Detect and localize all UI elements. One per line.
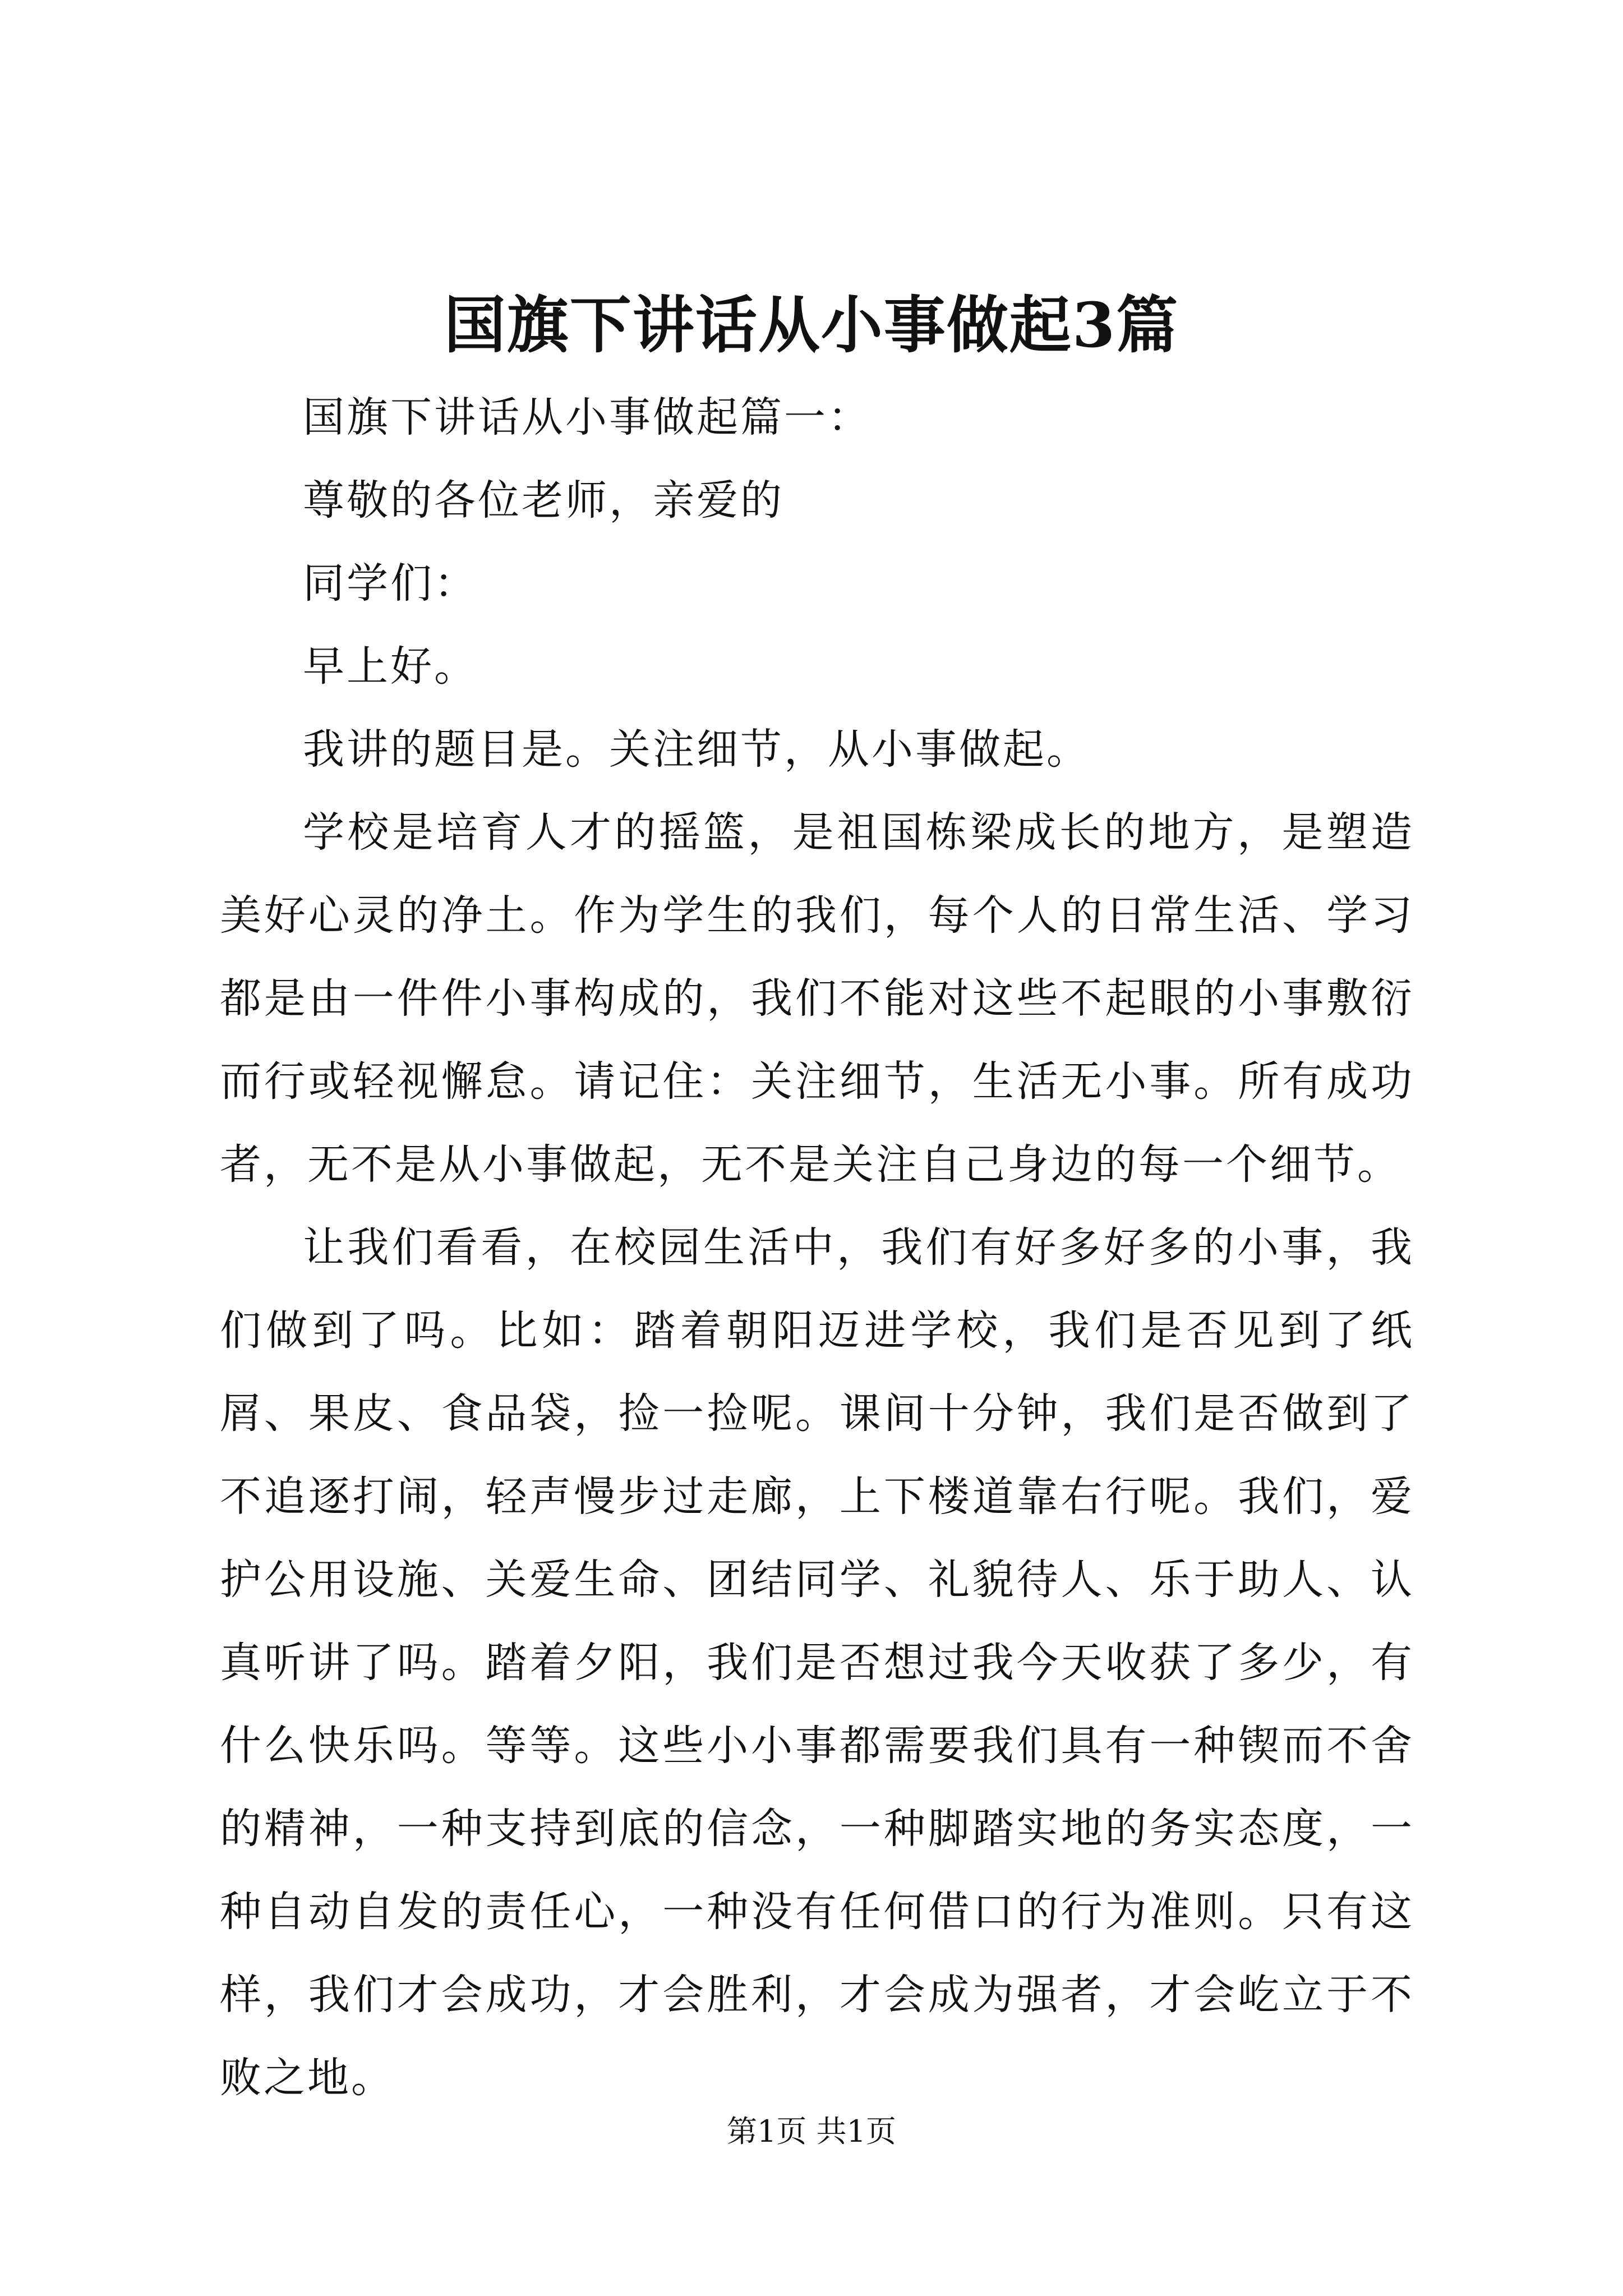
document-title: 国旗下讲话从小事做起3篇 — [444, 289, 1179, 361]
paragraph-topic: 我讲的题目是。关注细节，从小事做起。 — [303, 725, 1090, 774]
page-footer: 第1页 共1页 — [727, 2114, 896, 2149]
paragraph-body-2: 让我们看看，在校园生活中，我们有好多好多的小事，我们做到了吗。比如：踏着朝阳迈进学校，我们是否见到了纸屑、果皮、食品袋，捡一捡呢。课间十分钟，我们是否做到了不追逐打闹，轻声慢步过走廊，上下楼道靠右行呢。我们，爱护公用设施、关爱生命、团结同学、礼貌待人、乐于助人、认真听讲了吗。踏着夕阳，我们是否想过我今天收获了多少，有什么快乐吗。等等。这些小小事都需要我们具有一种锲而不舍的精神，一种支持到底的信念，一种脚踏实地的务实态度，一种自动自发的责任心，一种没有任何借口的行为准则。只有这样，我们才会成功，才会胜利，才会成为强者，才会屹立于不败之地。 — [220, 1223, 1414, 2102]
paragraph-section-heading: 国旗下讲话从小事做起篇一： — [303, 393, 872, 441]
paragraph-greeting: 早上好。 — [303, 642, 478, 691]
paragraph-body-1: 学校是培育人才的摇篮，是祖国栋梁成长的地方，是塑造美好心灵的净土。作为学生的我们，每个人的日常生活、学习都是由一件件小事构成的，我们不能对这些不起眼的小事敷衍而行或轻视懈怠。请记住：关注细节，生活无小事。所有成功者，无不是从小事做起，无不是关注自己身边的每一个细节。 — [220, 808, 1414, 1189]
paragraph-salutation-cont: 同学们： — [303, 559, 478, 608]
document-body — [220, 376, 1414, 2119]
paragraph-salutation: 尊敬的各位老师，亲爱的 — [303, 476, 784, 524]
